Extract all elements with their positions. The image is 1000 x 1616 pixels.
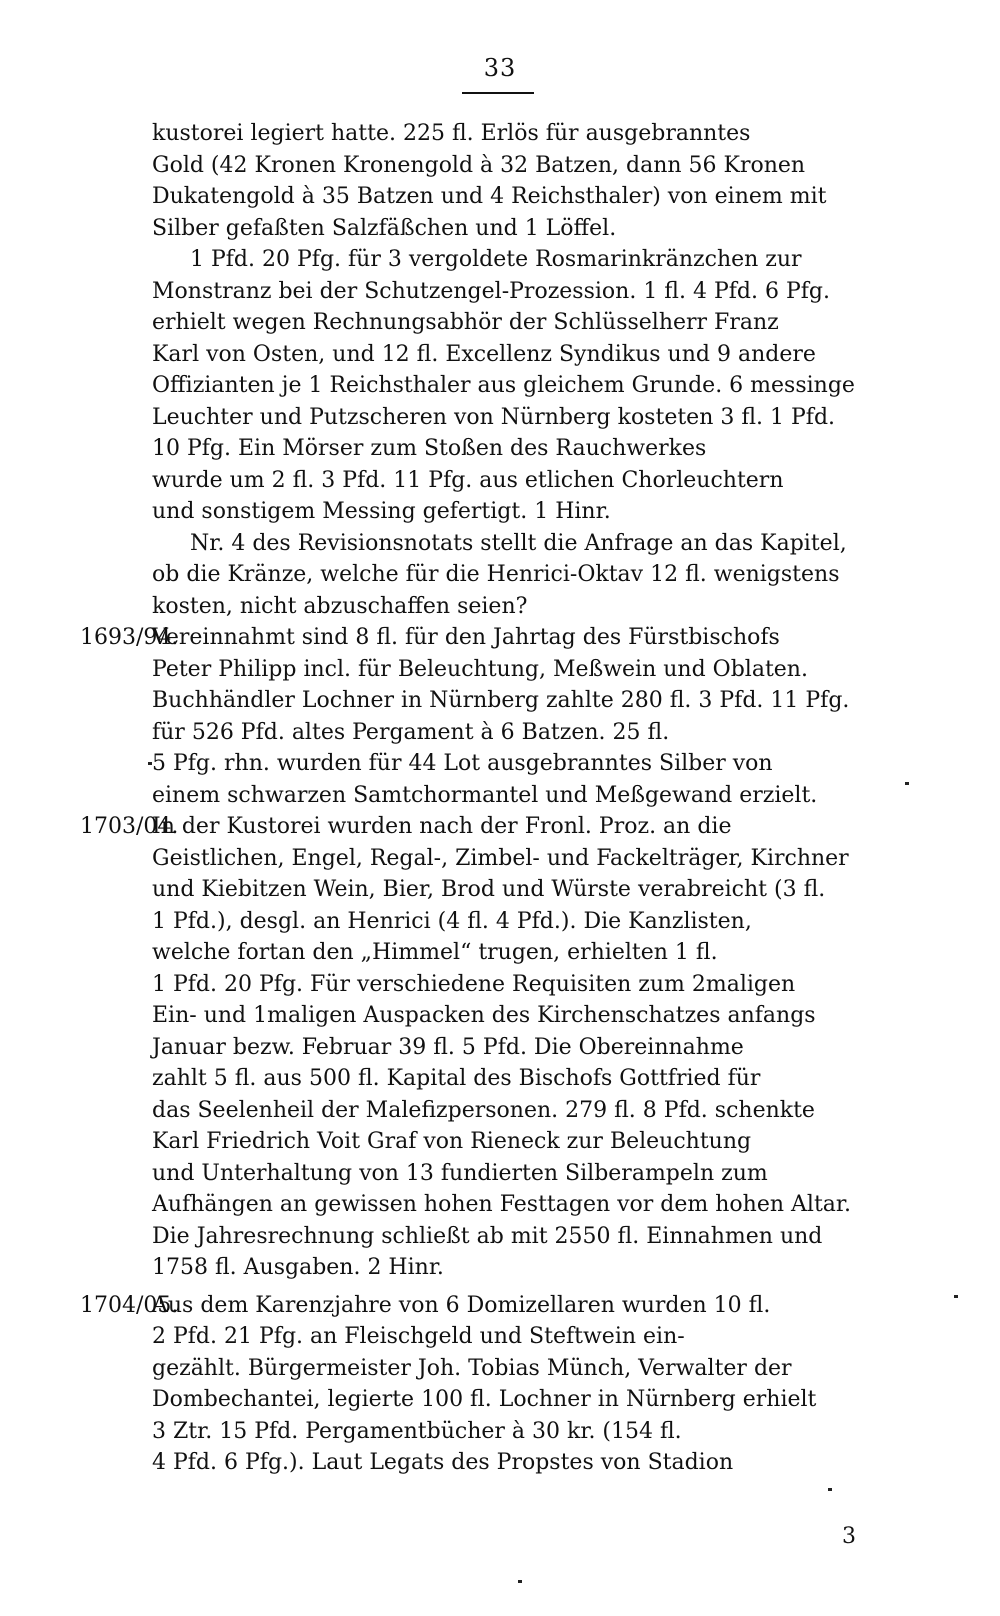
print-speck <box>828 1488 832 1491</box>
text-line: Gold (42 Kronen Kronengold à 32 Batzen, dann 56 Kronen <box>152 152 806 178</box>
text-line: 1 Pfd. 20 Pfg. für 3 vergoldete Rosmarinkränzchen zur <box>190 247 802 272</box>
page-number: 33 <box>483 54 517 82</box>
print-speck <box>518 1580 522 1583</box>
text-line: und Unterhaltung von 13 fundierten Silberampeln zum <box>152 1160 768 1186</box>
print-speck <box>905 782 909 785</box>
text-line: Aufhängen an gewissen hohen Festtagen vor dem hohen Altar. <box>152 1192 852 1217</box>
text-line: Buchhändler Lochner in Nürnberg zahlte 280 fl. 3 Pfd. 11 Pfg. <box>152 688 850 713</box>
text-line: Die Jahresrechnung schließt ab mit 2550 fl. Einnahmen und <box>152 1223 823 1249</box>
text-line: 10 Pfg. Ein Mörser zum Stoßen des Rauchwerkes <box>152 436 707 461</box>
entry-line: 1693/94. Vereinnahmt sind 8 fl. für den Jahrtag des Fürstbischofs <box>0 622 1000 654</box>
text-line: 1 Pfd.), desgl. an Henrici (4 fl. 4 Pfd.). Die Kanzlisten, <box>152 908 752 934</box>
text-line: Monstranz bei der Schutzengel-Prozession. 1 fl. 4 Pfd. 6 Pfg. <box>152 278 830 304</box>
text-line: zahlt 5 fl. aus 500 fl. Kapital des Bischofs Gottfried für <box>152 1066 761 1091</box>
text-line: gezählt. Bürgermeister Joh. Tobias Münch, Verwalter der <box>152 1355 792 1381</box>
text-line: Dukatengold à 35 Batzen und 4 Reichsthaler) von einem mit <box>152 184 827 209</box>
body-text <box>0 118 1000 1479</box>
text-line: einem schwarzen Samtchormantel und Meßgewand erzielt. <box>152 782 818 808</box>
text-line: Ein- und 1maligen Auspacken des Kirchenschatzes anfangs <box>152 1003 816 1028</box>
text-line: 2 Pfd. 21 Pfg. an Fleischgeld und Steftwein ein- <box>152 1324 685 1349</box>
text-line: 4 Pfd. 6 Pfg.). Laut Legats des Propstes von Stadion <box>152 1450 734 1475</box>
text-line: Geistlichen, Engel, Regal-, Zimbel- und Fackelträger, Kirchner <box>152 845 849 871</box>
text-line: erhielt wegen Rechnungsabhör der Schlüsselherr Franz <box>152 310 779 335</box>
text-line: kosten, nicht abzuschaffen seien? <box>152 593 528 619</box>
text-line: 1758 fl. Ausgaben. 2 Hinr. <box>152 1255 444 1280</box>
text-line: kustorei legiert hatte. 225 fl. Erlös für ausgebranntes <box>152 121 751 146</box>
print-speck <box>954 1295 958 1298</box>
text-line: ob die Kränze, welche für die Henrici-Oktav 12 fl. wenigstens <box>152 562 840 587</box>
text-line: Leuchter und Putzscheren von Nürnberg kosteten 3 fl. 1 Pfd. <box>152 404 836 430</box>
page-number-rule <box>462 92 534 94</box>
text-line: Karl von Osten, und 12 fl. Excellenz Syndikus und 9 andere <box>152 341 816 367</box>
text-line: 5 Pfg. rhn. wurden für 44 Lot ausgebranntes Silber von <box>152 751 773 776</box>
text-line: Karl Friedrich Voit Graf von Rieneck zur Beleuchtung <box>152 1129 752 1154</box>
text-line: Januar bezw. Februar 39 fl. 5 Pfd. Die Obereinnahme <box>152 1034 744 1060</box>
text-line: und sonstigem Messing gefertigt. 1 Hinr. <box>152 499 611 524</box>
text-line: 1 Pfd. 20 Pfg. Für verschiedene Requisiten zum 2maligen <box>152 971 796 997</box>
entry-year: 1703/04. <box>80 814 179 839</box>
entry-line: 1704/05. Aus dem Karenzjahre von 6 Domizellaren wurden 10 fl. <box>0 1290 1000 1322</box>
text-line: Dombechantei, legierte 100 fl. Lochner in Nürnberg erhielt <box>152 1387 817 1412</box>
text-line: welche fortan den „Himmel“ trugen, erhielten 1 fl. <box>152 940 718 965</box>
text-line: Nr. 4 des Revisionsnotats stellt die Anfrage an das Kapitel, <box>190 530 847 556</box>
text-line: Silber gefaßten Salzfäßchen und 1 Löffel. <box>152 215 617 241</box>
print-speck <box>148 762 152 765</box>
entry-year: 1704/05. <box>80 1292 179 1318</box>
text-line: wurde um 2 fl. 3 Pfd. 11 Pfg. aus etlichen Chorleuchtern <box>152 467 784 493</box>
text-line: Offizianten je 1 Reichsthaler aus gleichem Grunde. 6 messinge <box>152 373 855 398</box>
text-line: und Kiebitzen Wein, Bier, Brod und Würste verabreicht (3 fl. <box>152 877 826 902</box>
entry-year: 1693/94. <box>80 625 179 650</box>
text-line: Peter Philipp incl. für Beleuchtung, Meßwein und Oblaten. <box>152 656 808 682</box>
entry-line: 1703/04. In der Kustorei wurden nach der Fronl. Proz. an die <box>0 811 1000 843</box>
text-line: das Seelenheil der Malefizpersonen. 279 fl. 8 Pfd. schenkte <box>152 1097 815 1123</box>
text-line: 3 Ztr. 15 Pfd. Pergamentbücher à 30 kr. (154 fl. <box>152 1418 682 1444</box>
signature-mark: 3 <box>842 1524 856 1549</box>
text-line: für 526 Pfd. altes Pergament à 6 Batzen. 25 fl. <box>152 719 670 745</box>
